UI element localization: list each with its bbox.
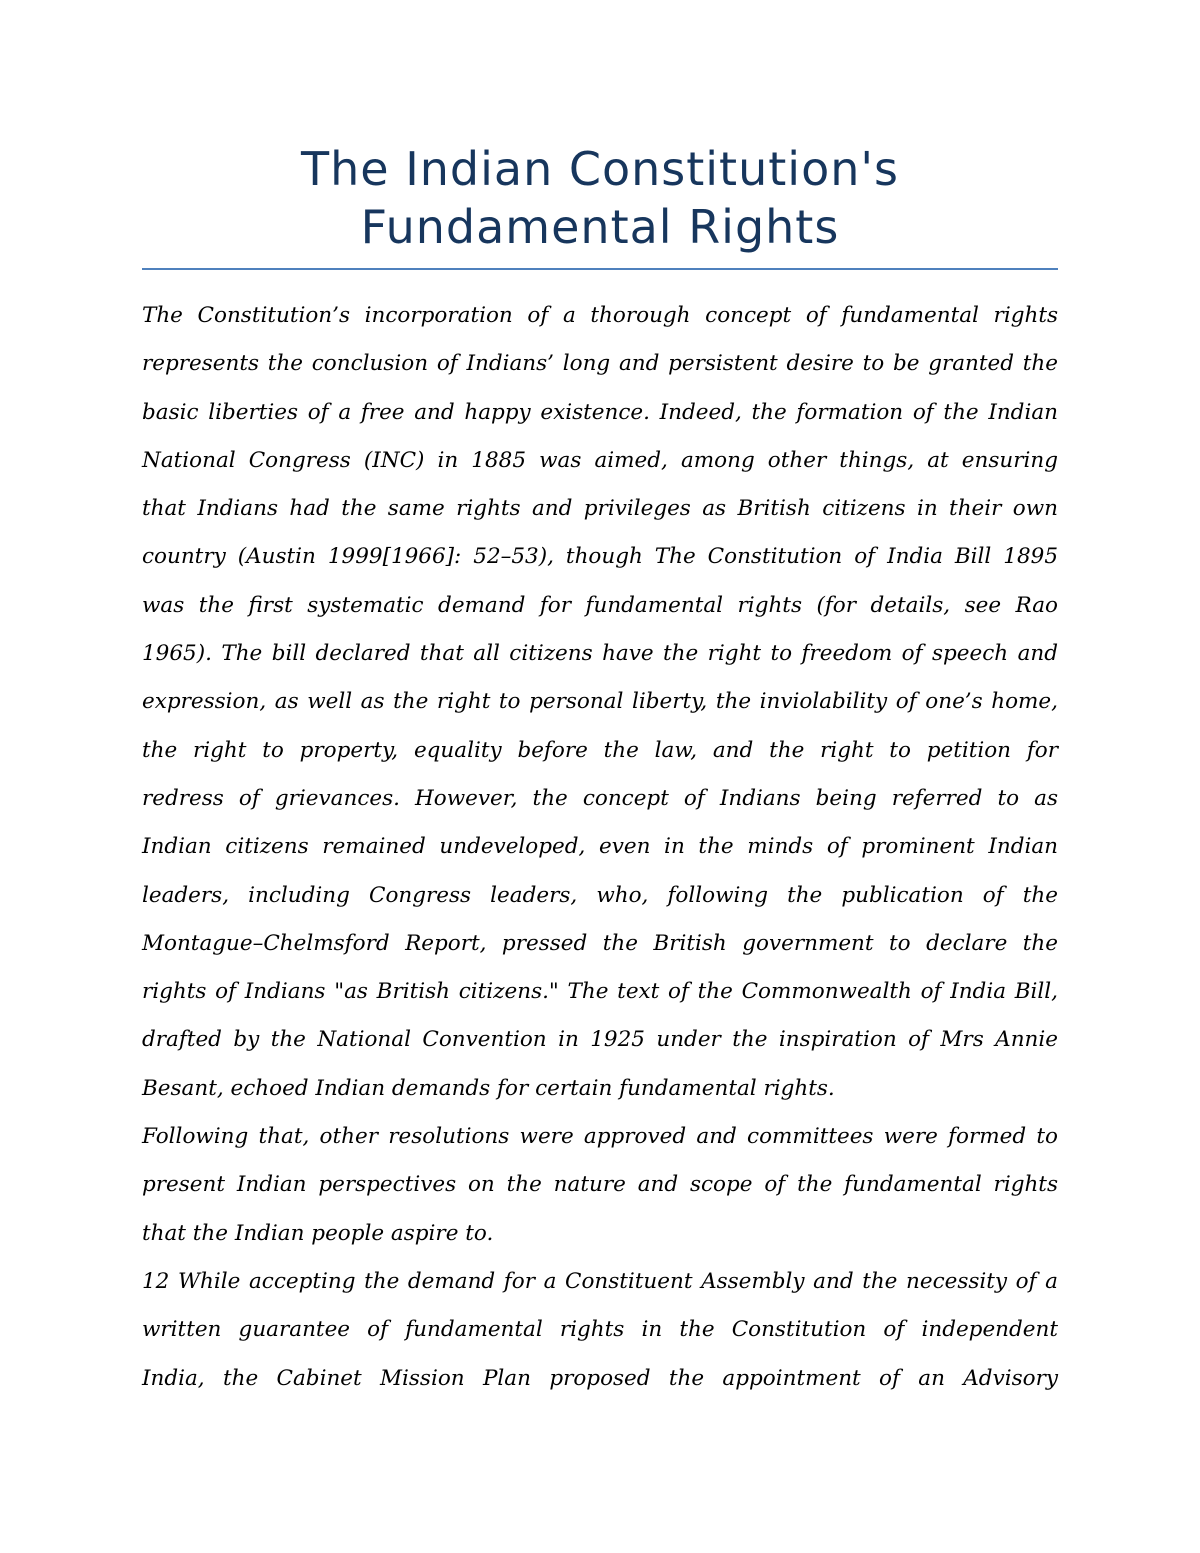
text-line: Indian citizens remained undeveloped, even in the minds of prominent Indian [142, 834, 1058, 860]
text-line: country (Austin 1999[1966]: 52–53), though The Constitution of India Bill 1895 [142, 544, 1058, 570]
text-line: redress of grievances. However, the concept of Indians being referred to as [142, 785, 1058, 811]
text-line: expression, as well as the right to personal liberty, the inviolability of one’s home, [142, 689, 1058, 715]
text-line: leaders, including Congress leaders, who, following the publication of the [142, 882, 1058, 908]
text-line: Following that, other resolutions were approved and committees were formed to [142, 1124, 1058, 1150]
text-line: The Constitution’s incorporation of a thorough concept of fundamental rights [142, 303, 1058, 328]
title-line-2: Fundamental Rights [360, 200, 840, 254]
text-line: that Indians had the same rights and privileges as British citizens in their own [142, 496, 1058, 522]
text-line: Montague–Chelmsford Report, pressed the British government to declare the [142, 930, 1058, 956]
text-line: drafted by the National Convention in 1925 under the inspiration of Mrs Annie [142, 1027, 1058, 1053]
text-line: represents the conclusion of Indians’ long and persistent desire to be granted the [142, 351, 1058, 377]
paragraph-2 [142, 1113, 1058, 1258]
text-line: 1965). The bill declared that all citizens have the right to freedom of speech and [142, 641, 1058, 667]
document-title [142, 140, 1058, 256]
text-line: rights of Indians "as British citizens." The text of the Commonwealth of India Bill, [142, 979, 1058, 1005]
text-line: present Indian perspectives on the nature and scope of the fundamental rights [142, 1172, 1058, 1198]
text-line: basic liberties of a free and happy existence. Indeed, the formation of the Indian [142, 399, 1058, 425]
document-page [142, 140, 1058, 1403]
text-line: was the first systematic demand for fundamental rights (for details, see Rao [142, 592, 1058, 618]
paragraph-3 [142, 1258, 1058, 1403]
text-line: India, the Cabinet Mission Plan proposed the appointment of an Advisory [142, 1365, 1058, 1391]
text-line: National Congress (INC) in 1885 was aimed, among other things, at ensuring [142, 447, 1058, 473]
title-line-1: The Indian Constitution's [301, 142, 899, 196]
text-line: Besant, echoed Indian demands for certain fundamental rights. [142, 1075, 835, 1101]
text-line: 12 While accepting the demand for a Constituent Assembly and the necessity of a [142, 1268, 1058, 1294]
text-line: that the Indian people aspire to. [142, 1220, 494, 1246]
paragraph-1 [142, 292, 1058, 1113]
document-body [142, 292, 1058, 1403]
title-divider [142, 268, 1058, 270]
text-line: the right to property, equality before the law, and the right to petition for [142, 737, 1058, 763]
text-line: written guarantee of fundamental rights in the Constitution of independent [142, 1317, 1058, 1343]
